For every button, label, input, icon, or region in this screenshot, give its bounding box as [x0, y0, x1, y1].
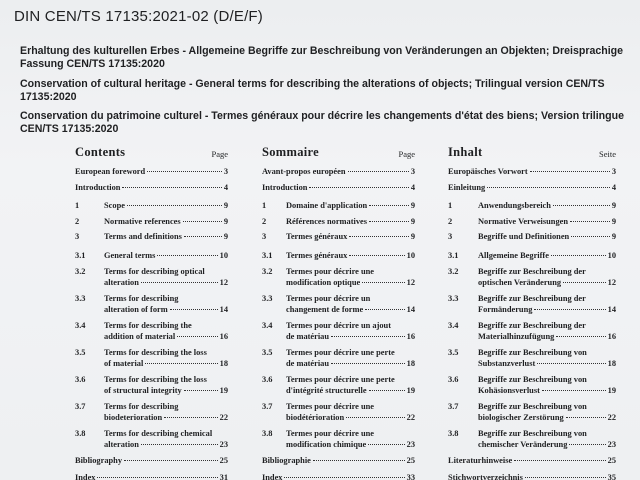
leader-dots — [141, 444, 218, 445]
toc-entry-title: changement de forme — [286, 304, 364, 314]
toc-entry-title: Terms for describing — [104, 402, 179, 411]
toc-entry-number: 3 — [262, 232, 267, 241]
leader-dots — [331, 336, 405, 337]
toc-entry-page: 25 — [219, 456, 228, 465]
toc-entry-title: Begriffe und Definitionen — [478, 232, 570, 241]
toc-entry-page: 25 — [607, 456, 616, 465]
toc-entry-page: 3 — [611, 167, 616, 176]
toc-entry-title: Einleitung — [448, 182, 486, 192]
toc-entry-page: 3 — [410, 167, 415, 176]
toc-entry — [75, 321, 228, 342]
toc-entry-title: Begriffe zur Beschreibung von — [478, 429, 587, 438]
toc-entry-page: 18 — [406, 358, 415, 368]
toc-entry — [448, 201, 616, 212]
toc-entry-page: 4 — [223, 182, 228, 192]
toc-entry-page: 22 — [406, 412, 415, 422]
toc-entry-number: 3.3 — [75, 294, 86, 303]
toc-entry — [262, 456, 415, 467]
toc-entry-title: Stichwortverzeichnis — [448, 472, 523, 480]
toc-entry-title: optischen Veränderung — [478, 277, 562, 287]
toc-entry — [75, 201, 228, 212]
leader-dots — [346, 417, 404, 418]
leader-dots — [184, 236, 222, 237]
toc-english — [75, 145, 228, 480]
toc-entry-number: 3.1 — [75, 250, 86, 260]
toc-entry — [75, 183, 228, 194]
toc-entry-title: European foreword — [75, 167, 146, 176]
leader-dots — [284, 477, 404, 478]
leader-dots — [369, 390, 405, 391]
toc-entry — [75, 375, 228, 396]
toc-entry-title: Références normatives — [286, 216, 368, 226]
toc-entry — [448, 294, 616, 315]
toc-entry-title: d'intégrité structurelle — [286, 385, 367, 395]
toc-entry-page: 12 — [406, 277, 415, 287]
leader-dots — [127, 205, 222, 206]
leader-dots — [514, 460, 605, 461]
toc-entry-number: 3.1 — [262, 250, 273, 260]
toc-entry-page: 16 — [219, 331, 228, 341]
toc-entry-title: Bibliography — [75, 456, 123, 465]
toc-entry — [262, 251, 415, 262]
toc-entry — [75, 167, 228, 178]
leader-dots — [369, 221, 409, 222]
leader-dots — [184, 390, 218, 391]
toc-entry-page: 33 — [406, 472, 415, 480]
toc-entry-page: 4 — [410, 182, 415, 192]
toc-entry — [448, 232, 616, 243]
toc-entry-page: 16 — [607, 331, 616, 341]
toc-page-label: Seite — [599, 149, 616, 159]
toc-entry-page: 10 — [406, 250, 415, 260]
toc-entry-number: 3.5 — [448, 348, 459, 357]
toc-entry-page: 9 — [611, 232, 616, 241]
toc-entry-title: Formänderung — [478, 304, 533, 314]
toc-entry-title: Termes pour décrire une perte — [286, 348, 395, 357]
toc-entry-title: Begriffe zur Beschreibung von — [478, 402, 587, 411]
toc-entry-title: Termes pour décrire une — [286, 402, 375, 411]
toc-entry — [75, 267, 228, 288]
toc-entry — [448, 217, 616, 228]
toc-entry-title: Terms and definitions — [104, 232, 182, 241]
toc-entry-number: 3.4 — [262, 321, 273, 330]
toc-entry-number: 1 — [262, 201, 267, 210]
toc-entry-title: Terms for describing the loss — [104, 375, 207, 384]
toc-entry-title: de matériau — [286, 331, 330, 341]
toc-entry — [75, 402, 228, 423]
toc-entry-page: 9 — [611, 216, 616, 226]
toc-entry-title: Termes pour décrire un — [286, 294, 371, 303]
toc-entry-page: 9 — [611, 201, 616, 210]
leader-dots — [124, 460, 218, 461]
leader-dots — [349, 236, 408, 237]
toc-entry — [262, 473, 415, 480]
toc-entry-page: 23 — [219, 439, 228, 449]
leader-dots — [313, 460, 405, 461]
toc-entry — [75, 348, 228, 369]
toc-entry-page: 16 — [406, 331, 415, 341]
leader-dots — [556, 336, 605, 337]
toc-entry-page: 12 — [219, 277, 228, 287]
toc-entry-page: 9 — [410, 216, 415, 226]
leader-dots — [141, 282, 218, 283]
toc-entry-number: 3.5 — [262, 348, 273, 357]
toc-entry-number: 3.3 — [262, 294, 273, 303]
toc-entry-number: 3.2 — [262, 267, 273, 276]
toc-entry-number: 2 — [75, 216, 80, 226]
leader-dots — [331, 363, 405, 364]
leader-dots — [566, 417, 606, 418]
toc-german — [448, 145, 616, 480]
leader-dots — [147, 171, 222, 172]
toc-entry — [262, 201, 415, 212]
leader-dots — [122, 187, 221, 188]
toc-entry-title: Substanzverlust — [478, 358, 536, 368]
toc-entry-title: addition of material — [104, 331, 176, 341]
toc-entry-page: 9 — [223, 216, 228, 226]
toc-entry — [75, 473, 228, 480]
leader-dots — [571, 236, 610, 237]
toc-entry — [75, 294, 228, 315]
leader-dots — [362, 282, 404, 283]
toc-entry — [75, 217, 228, 228]
toc-entry-title: Normative Verweisungen — [478, 216, 569, 226]
toc-entry-page: 14 — [406, 304, 415, 314]
toc-entry — [262, 267, 415, 288]
toc-entry — [448, 473, 616, 480]
toc-entry — [262, 402, 415, 423]
toc-entry-title: Terms for describing the loss — [104, 348, 207, 357]
toc-entry — [448, 167, 616, 178]
toc-heading: Contents — [75, 145, 126, 159]
toc-entry-number: 3.7 — [448, 402, 459, 411]
toc-entry-page: 22 — [219, 412, 228, 422]
leader-dots — [368, 444, 404, 445]
toc-entry — [262, 375, 415, 396]
toc-entry-page: 10 — [219, 250, 228, 260]
toc-entry-number: 3.7 — [262, 402, 273, 411]
toc-entry-page: 25 — [406, 456, 415, 465]
leader-dots — [553, 205, 610, 206]
toc-entry-title: Introduction — [262, 182, 308, 192]
toc-entry-title: Anwendungsbereich — [478, 201, 551, 210]
toc-entry-title: modification optique — [286, 277, 361, 287]
leader-dots — [534, 309, 605, 310]
toc-entry-page: 31 — [219, 472, 228, 480]
toc-entry-page: 3 — [223, 167, 228, 176]
toc-entry-title: Introduction — [75, 182, 121, 192]
toc-entry-number: 3.4 — [448, 321, 459, 330]
leader-dots — [177, 336, 217, 337]
toc-entry — [448, 456, 616, 467]
leader-dots — [97, 477, 217, 478]
leader-dots — [369, 205, 409, 206]
toc-entry-number: 3.8 — [75, 429, 86, 438]
toc-entry-title: Termes pour décrire une perte — [286, 375, 395, 384]
toc-entry-number: 1 — [75, 201, 80, 210]
toc-entry-number: 3.2 — [75, 267, 86, 276]
toc-entry-number: 3.8 — [262, 429, 273, 438]
toc-entry-page: 19 — [406, 385, 415, 395]
leader-dots — [530, 171, 610, 172]
leader-dots — [563, 282, 606, 283]
toc-entry-number: 3.3 — [448, 294, 459, 303]
toc-entry — [448, 402, 616, 423]
leader-dots — [487, 187, 610, 188]
toc-entry — [75, 251, 228, 262]
toc-entry-page: 35 — [607, 472, 616, 480]
leader-dots — [551, 255, 606, 256]
toc-entry-title: Europäisches Vorwort — [448, 167, 528, 176]
toc-entry-title: of material — [104, 358, 144, 368]
toc-entry-number: 3.7 — [75, 402, 86, 411]
toc-entry-title: Literaturhinweise — [448, 456, 513, 465]
toc-entry-title: de matériau — [286, 358, 330, 368]
toc-entry-title: biodétérioration — [286, 412, 345, 422]
toc-entry — [448, 429, 616, 450]
toc-entry-number: 2 — [262, 216, 267, 226]
toc-entry-page: 19 — [607, 385, 616, 395]
toc-entry-page: 23 — [607, 439, 616, 449]
toc-entry-title: biodeterioration — [104, 412, 163, 422]
toc-entry-title: Termes pour décrire une — [286, 429, 375, 438]
leader-dots — [145, 363, 217, 364]
toc-entry-number: 3.8 — [448, 429, 459, 438]
toc-entry-title: Terms for describing chemical — [104, 429, 213, 438]
toc-entry — [262, 183, 415, 194]
toc-entry — [448, 375, 616, 396]
toc-entry-title: of structural integrity — [104, 385, 182, 395]
leader-dots — [537, 363, 605, 364]
toc-entry-title: Terms for describing — [104, 294, 179, 303]
toc-entry-page: 9 — [223, 232, 228, 241]
toc-entry-title: Termes pour décrire un ajout — [286, 321, 391, 330]
toc-entry-title: alteration — [104, 439, 139, 449]
toc-entry-number: 3.5 — [75, 348, 86, 357]
toc-page-label: Page — [398, 149, 415, 159]
leader-dots — [542, 390, 606, 391]
toc-entry-title: alteration — [104, 277, 139, 287]
toc-entry-title: Scope — [104, 201, 125, 210]
toc-entry-title: biologischer Zerstörung — [478, 412, 564, 422]
toc-entry-number: 3.6 — [448, 375, 459, 384]
toc-entry — [262, 217, 415, 228]
toc-entry — [75, 456, 228, 467]
toc-entry-title: Termes généraux — [286, 232, 348, 241]
toc-entry-page: 18 — [219, 358, 228, 368]
toc-entry-page: 10 — [607, 250, 616, 260]
toc-entry-number: 3 — [75, 232, 80, 241]
toc-entry-title: Begriffe zur Beschreibung der — [478, 294, 586, 303]
leader-dots — [183, 221, 222, 222]
toc-entry-page: 9 — [410, 232, 415, 241]
leader-dots — [348, 171, 409, 172]
toc-page-label: Page — [211, 149, 228, 159]
toc-entry — [262, 348, 415, 369]
toc-entry — [262, 232, 415, 243]
leader-dots — [365, 309, 404, 310]
toc-entry — [75, 232, 228, 243]
toc-entry-title: Domaine d'application — [286, 201, 368, 210]
toc-entry-page: 4 — [611, 182, 616, 192]
toc-heading: Sommaire — [262, 145, 320, 159]
toc-entry-page: 9 — [223, 201, 228, 210]
toc-entry-title: Terms for describing the — [104, 321, 192, 330]
toc-entry-number: 1 — [448, 201, 453, 210]
toc-entry-number: 3.6 — [75, 375, 86, 384]
toc-entry-title: Index — [262, 472, 283, 480]
toc-entry-title: Materialhinzufügung — [478, 331, 555, 341]
title-french: Conservation du patrimoine culturel - Termes généraux pour décrire les changements d'état des biens; Version trilingue CEN/TS 17135:2020 — [20, 110, 624, 135]
toc-entry — [262, 321, 415, 342]
toc-french — [262, 145, 415, 480]
leader-dots — [157, 255, 217, 256]
toc-entry-page: 12 — [607, 277, 616, 287]
toc-entry-page: 23 — [406, 439, 415, 449]
toc-entry-title: Begriffe zur Beschreibung von — [478, 375, 587, 384]
leader-dots — [349, 255, 404, 256]
toc-entry-title: alteration of form — [104, 304, 168, 314]
toc-entry-title: Begriffe zur Beschreibung der — [478, 321, 586, 330]
toc-entry — [448, 251, 616, 262]
toc-entry — [448, 267, 616, 288]
toc-entry-page: 22 — [607, 412, 616, 422]
toc-entry-title: Begriffe zur Beschreibung der — [478, 267, 586, 276]
title-german: Erhaltung des kulturellen Erbes - Allgemeine Begriffe zur Beschreibung von Veränderungen an Objekten; Dreisprachige Fassung CEN/TS 17135:2020 — [20, 45, 623, 70]
toc-entry-number: 3.2 — [448, 267, 459, 276]
toc-entry-title: modification chimique — [286, 439, 367, 449]
toc-entry-title: Avant-propos européen — [262, 167, 346, 176]
toc-heading: Inhalt — [448, 145, 483, 159]
toc-entry — [448, 348, 616, 369]
leader-dots — [569, 444, 605, 445]
toc-entry-title: Bibliographie — [262, 456, 311, 465]
toc-entry-number: 2 — [448, 216, 453, 226]
leader-dots — [164, 417, 217, 418]
toc-entry-page: 18 — [607, 358, 616, 368]
toc-entry-number: 3.1 — [448, 250, 459, 260]
leader-dots — [170, 309, 218, 310]
toc-entry-title: Terms for describing optical — [104, 267, 205, 276]
toc-entry — [262, 429, 415, 450]
title-english: Conservation of cultural heritage - General terms for describing the alterations of objects; Trilingual version CEN/TS 17135:2020 — [20, 78, 605, 103]
toc-entry-title: Allgemeine Begriffe — [478, 250, 549, 260]
toc-entry-title: Termes généraux — [286, 250, 348, 260]
leader-dots — [309, 187, 408, 188]
document-id: DIN CEN/TS 17135:2021-02 (D/E/F) — [14, 8, 263, 25]
leader-dots — [570, 221, 610, 222]
toc-entry-number: 3.6 — [262, 375, 273, 384]
toc-entry-number: 3 — [448, 232, 453, 241]
toc-entry-page: 14 — [219, 304, 228, 314]
toc-entry-page: 19 — [219, 385, 228, 395]
toc-entry — [448, 321, 616, 342]
toc-entry-number: 3.4 — [75, 321, 86, 330]
toc-entry — [262, 294, 415, 315]
toc-entry-title: Kohäsionsverlust — [478, 385, 540, 395]
leader-dots — [525, 477, 606, 478]
toc-entry-title: Begriffe zur Beschreibung von — [478, 348, 587, 357]
toc-entry — [75, 429, 228, 450]
toc-entry — [262, 167, 415, 178]
toc-entry-title: Termes pour décrire une — [286, 267, 375, 276]
toc-entry-page: 9 — [410, 201, 415, 210]
toc-entry-title: General terms — [104, 250, 156, 260]
toc-entry-page: 14 — [607, 304, 616, 314]
toc-entry-title: Index — [75, 472, 96, 480]
toc-entry-title: Normative references — [104, 216, 181, 226]
toc-entry-title: chemischer Veränderung — [478, 439, 568, 449]
toc-entry — [448, 183, 616, 194]
